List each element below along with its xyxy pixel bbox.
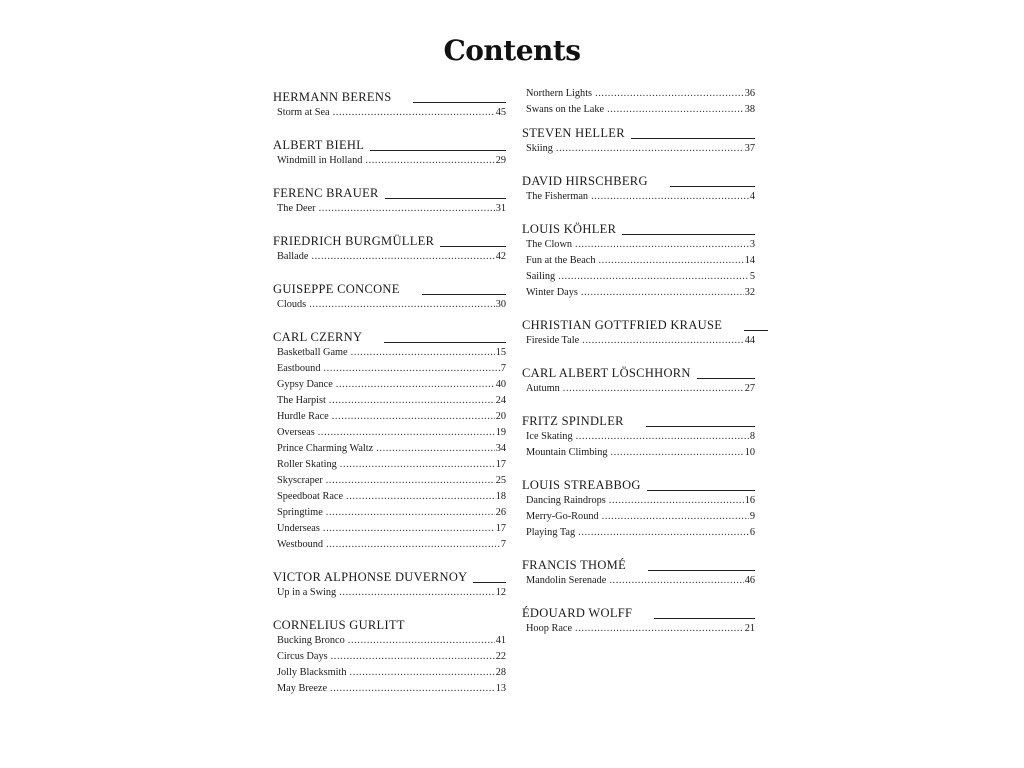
composer-section-guiseppe-concone — [273, 280, 506, 315]
contents-entry — [273, 363, 506, 379]
composer-name: HERMANN BERENS — [273, 90, 392, 104]
header-rule — [670, 186, 755, 187]
header-rule — [384, 342, 506, 343]
contents-entry — [273, 107, 506, 123]
composer-section-victor-alphonse-duvernoy — [273, 568, 506, 603]
dot-leader — [318, 427, 495, 438]
page-number: 7 — [500, 539, 506, 550]
composer-section-friedrich-burgmuller — [273, 232, 506, 267]
dot-leader — [346, 491, 495, 502]
dot-leader — [556, 143, 744, 154]
page-number: 9 — [749, 511, 755, 522]
piece-title: Westbound — [277, 539, 324, 550]
page-number: 12 — [495, 587, 506, 598]
piece-title: Basketball Game — [277, 347, 348, 358]
dot-leader — [591, 191, 749, 202]
composer-header — [522, 220, 755, 237]
piece-title: Skyscraper — [277, 475, 323, 486]
piece-title: Underseas — [277, 523, 320, 534]
page-number: 42 — [495, 251, 506, 262]
composer-name: DAVID HIRSCHBERG — [522, 174, 648, 188]
header-rule — [473, 582, 506, 583]
piece-title: Up in a Swing — [277, 587, 337, 598]
page-number: 36 — [744, 88, 755, 99]
piece-title: Eastbound — [277, 363, 321, 374]
page-number: 29 — [495, 155, 506, 166]
contents-entry — [273, 427, 506, 443]
page-number: 21 — [744, 623, 755, 634]
page-number: 40 — [495, 379, 506, 390]
header-rule — [631, 138, 755, 139]
header-rule — [422, 294, 506, 295]
dot-leader — [607, 104, 744, 115]
header-rule — [413, 102, 506, 103]
contents-entry — [273, 635, 506, 651]
piece-title: Circus Days — [277, 651, 328, 662]
page-number: 46 — [744, 575, 755, 586]
page-number: 31 — [495, 203, 506, 214]
piece-title: Northern Lights — [526, 88, 593, 99]
page-number: 16 — [744, 495, 755, 506]
page-number: 3 — [749, 239, 755, 250]
contents-entry — [522, 287, 755, 303]
page-number: 6 — [749, 527, 755, 538]
piece-title: The Clown — [526, 239, 573, 250]
dot-leader — [311, 251, 494, 262]
header-rule — [744, 330, 768, 331]
composer-header — [273, 616, 506, 633]
piece-title: Mountain Climbing — [526, 447, 608, 458]
page-number: 7 — [500, 363, 506, 374]
contents-entry — [273, 587, 506, 603]
composer-name: FRITZ SPINDLER — [522, 414, 624, 428]
composer-header — [273, 568, 506, 585]
dot-leader — [326, 507, 495, 518]
page-number: 27 — [744, 383, 755, 394]
contents-entry — [273, 379, 506, 395]
composer-section-edouard-wolff — [522, 604, 755, 639]
piece-title: Storm at Sea — [277, 107, 330, 118]
contents-entry — [522, 431, 755, 447]
header-rule — [385, 198, 506, 199]
contents-entry — [522, 271, 755, 287]
dot-leader — [340, 459, 495, 470]
composer-header — [522, 412, 755, 429]
composer-header — [522, 364, 755, 381]
piece-title: The Fisherman — [526, 191, 589, 202]
composer-name: ALBERT BIEHL — [273, 138, 365, 152]
dot-leader — [602, 511, 749, 522]
header-rule — [646, 426, 755, 427]
composer-name: LOUIS STREABBOG — [522, 478, 641, 492]
dot-leader — [581, 287, 744, 298]
dot-leader — [330, 683, 495, 694]
contents-entry — [522, 623, 755, 639]
piece-title: Hurdle Race — [277, 411, 329, 422]
composer-section-david-hirschberg — [522, 172, 755, 207]
contents-entry — [522, 495, 755, 511]
composer-header — [273, 280, 506, 297]
contents-entry — [522, 447, 755, 463]
contents-entry — [273, 459, 506, 475]
page-number: 8 — [749, 431, 755, 442]
contents-entry — [273, 155, 506, 171]
page-number: 28 — [495, 667, 506, 678]
dot-leader — [595, 88, 744, 99]
contents-entry — [273, 347, 506, 363]
contents-entry — [522, 191, 755, 207]
piece-title: Springtime — [277, 507, 323, 518]
composer-header — [522, 556, 755, 573]
dot-leader — [365, 155, 494, 166]
composer-section-cornelius-gurlitt — [273, 616, 506, 699]
composer-header — [273, 136, 506, 153]
dot-leader — [332, 411, 495, 422]
dot-leader — [336, 379, 495, 390]
piece-title: Autumn — [526, 383, 560, 394]
page-number: 18 — [495, 491, 506, 502]
piece-title: Playing Tag — [526, 527, 576, 538]
composer-section-albert-biehl — [273, 136, 506, 171]
header-rule — [648, 570, 755, 571]
composer-header — [273, 328, 506, 345]
piece-title: Ballade — [277, 251, 309, 262]
piece-title: Hoop Race — [526, 623, 573, 634]
contents-column-right — [522, 88, 755, 652]
dot-leader — [319, 203, 495, 214]
contents-entry — [273, 395, 506, 411]
piece-title: Winter Days — [526, 287, 578, 298]
contents-entry — [273, 491, 506, 507]
contents-entry — [273, 651, 506, 667]
dot-leader — [348, 635, 495, 646]
page-number: 13 — [495, 683, 506, 694]
dot-leader — [598, 255, 743, 266]
page-number: 19 — [495, 427, 506, 438]
dot-leader — [331, 651, 495, 662]
composer-header — [522, 476, 755, 493]
dot-leader — [578, 527, 749, 538]
composer-section-fritz-spindler — [522, 412, 755, 463]
composer-header — [522, 316, 755, 333]
page-number: 10 — [744, 447, 755, 458]
piece-title: Bucking Bronco — [277, 635, 345, 646]
composer-name: FERENC BRAUER — [273, 186, 379, 200]
contents-entry — [522, 575, 755, 591]
composer-section-steven-heller — [522, 124, 755, 159]
header-rule — [654, 618, 755, 619]
contents-entry — [273, 299, 506, 315]
page-number: 44 — [744, 335, 755, 346]
piece-title: Jolly Blacksmith — [277, 667, 347, 678]
contents-entry — [273, 683, 506, 699]
page-number: 14 — [744, 255, 755, 266]
contents-entry — [273, 411, 506, 427]
dot-leader — [582, 335, 744, 346]
contents-entry — [273, 667, 506, 683]
piece-title: Mandolin Serenade — [526, 575, 607, 586]
composer-name: FRANCIS THOMÉ — [522, 558, 627, 572]
contents-entry — [522, 143, 755, 159]
composer-name: CARL ALBERT LÖSCHHORN — [522, 366, 691, 380]
page-number: 34 — [495, 443, 506, 454]
composer-name: ÉDOUARD WOLFF — [522, 606, 633, 620]
dot-leader — [609, 575, 743, 586]
page-number: 45 — [495, 107, 506, 118]
piece-title: Dancing Raindrops — [526, 495, 606, 506]
page-title: Contents — [443, 34, 581, 67]
dot-leader — [558, 271, 749, 282]
composer-header — [273, 88, 506, 105]
piece-title: Sailing — [526, 271, 556, 282]
page-number: 30 — [495, 299, 506, 310]
page-number: 17 — [495, 523, 506, 534]
page-number: 24 — [495, 395, 506, 406]
composer-section-christian-gottfried-krause — [522, 316, 755, 351]
contents-entry — [273, 539, 506, 555]
contents-entry — [273, 443, 506, 459]
composer-section-francis-thome — [522, 556, 755, 591]
composer-name: CHRISTIAN GOTTFRIED KRAUSE — [522, 318, 723, 332]
piece-title: May Breeze — [277, 683, 328, 694]
dot-leader — [576, 431, 749, 442]
composer-header — [273, 232, 506, 249]
composer-section-carl-czerny — [273, 328, 506, 555]
piece-title: Windmill in Holland — [277, 155, 363, 166]
piece-title: The Harpist — [277, 395, 326, 406]
contents-entry — [522, 255, 755, 271]
composer-name: CARL CZERNY — [273, 330, 363, 344]
page-number: 15 — [495, 347, 506, 358]
composer-header — [273, 184, 506, 201]
page-number: 32 — [744, 287, 755, 298]
piece-title: Ice Skating — [526, 431, 573, 442]
page-number: 5 — [749, 271, 755, 282]
dot-leader — [609, 495, 744, 506]
piece-title: Skiing — [526, 143, 553, 154]
contents-entry — [522, 335, 755, 351]
piece-title: Fun at the Beach — [526, 255, 596, 266]
dot-leader — [339, 587, 494, 598]
contents-entry — [273, 475, 506, 491]
contents-entry — [522, 239, 755, 255]
page-number: 25 — [495, 475, 506, 486]
dot-leader — [611, 447, 744, 458]
page-number: 38 — [744, 104, 755, 115]
header-rule — [370, 150, 506, 151]
page-number: 41 — [495, 635, 506, 646]
piece-title: Merry-Go-Round — [526, 511, 599, 522]
composer-header — [522, 172, 755, 189]
piece-title: Swans on the Lake — [526, 104, 605, 115]
dot-leader — [329, 395, 495, 406]
dot-leader — [351, 347, 495, 358]
dot-leader — [333, 107, 495, 118]
page-number: 22 — [495, 651, 506, 662]
composer-name: GUISEPPE CONCONE — [273, 282, 400, 296]
dot-leader — [323, 523, 495, 534]
composer-section-carl-albert-loschhorn — [522, 364, 755, 399]
contents-column-left — [273, 88, 506, 712]
page-number: 17 — [495, 459, 506, 470]
piece-title: Clouds — [277, 299, 307, 310]
composer-section-ferenc-brauer — [273, 184, 506, 219]
composer-name: STEVEN HELLER — [522, 126, 625, 140]
composer-name: FRIEDRICH BURGMÜLLER — [273, 234, 435, 248]
piece-title: Overseas — [277, 427, 315, 438]
contents-entry — [522, 511, 755, 527]
composer-name: VICTOR ALPHONSE DUVERNOY — [273, 570, 468, 584]
composer-section-louis-kohler — [522, 220, 755, 303]
composer-header — [522, 604, 755, 621]
contents-entry — [522, 104, 755, 120]
piece-title: The Deer — [277, 203, 316, 214]
piece-title: Roller Skating — [277, 459, 337, 470]
contents-entry — [273, 251, 506, 267]
contents-entry — [522, 527, 755, 543]
piece-title: Speedboat Race — [277, 491, 344, 502]
continued-entries — [522, 88, 755, 120]
composer-name: LOUIS KÖHLER — [522, 222, 617, 236]
composer-section-hermann-berens — [273, 88, 506, 123]
page-number: 4 — [749, 191, 755, 202]
dot-leader — [326, 475, 495, 486]
page-number: 20 — [495, 411, 506, 422]
dot-leader — [323, 363, 499, 374]
header-rule — [647, 490, 755, 491]
contents-entry — [273, 507, 506, 523]
dot-leader — [575, 623, 744, 634]
dot-leader — [376, 443, 494, 454]
composer-name: CORNELIUS GURLITT — [273, 618, 405, 632]
contents-entry — [273, 203, 506, 219]
piece-title: Prince Charming Waltz — [277, 443, 374, 454]
header-rule — [697, 378, 755, 379]
piece-title: Fireside Tale — [526, 335, 580, 346]
composer-header — [522, 124, 755, 141]
dot-leader — [575, 239, 749, 250]
page-number: 37 — [744, 143, 755, 154]
piece-title: Gypsy Dance — [277, 379, 333, 390]
contents-entry — [522, 383, 755, 399]
header-rule — [440, 246, 506, 247]
page-number: 26 — [495, 507, 506, 518]
contents-entry — [522, 88, 755, 104]
header-rule — [622, 234, 755, 235]
dot-leader — [309, 299, 495, 310]
dot-leader — [350, 667, 495, 678]
contents-entry — [273, 523, 506, 539]
dot-leader — [563, 383, 744, 394]
dot-leader — [326, 539, 500, 550]
composer-section-louis-streabbog — [522, 476, 755, 543]
